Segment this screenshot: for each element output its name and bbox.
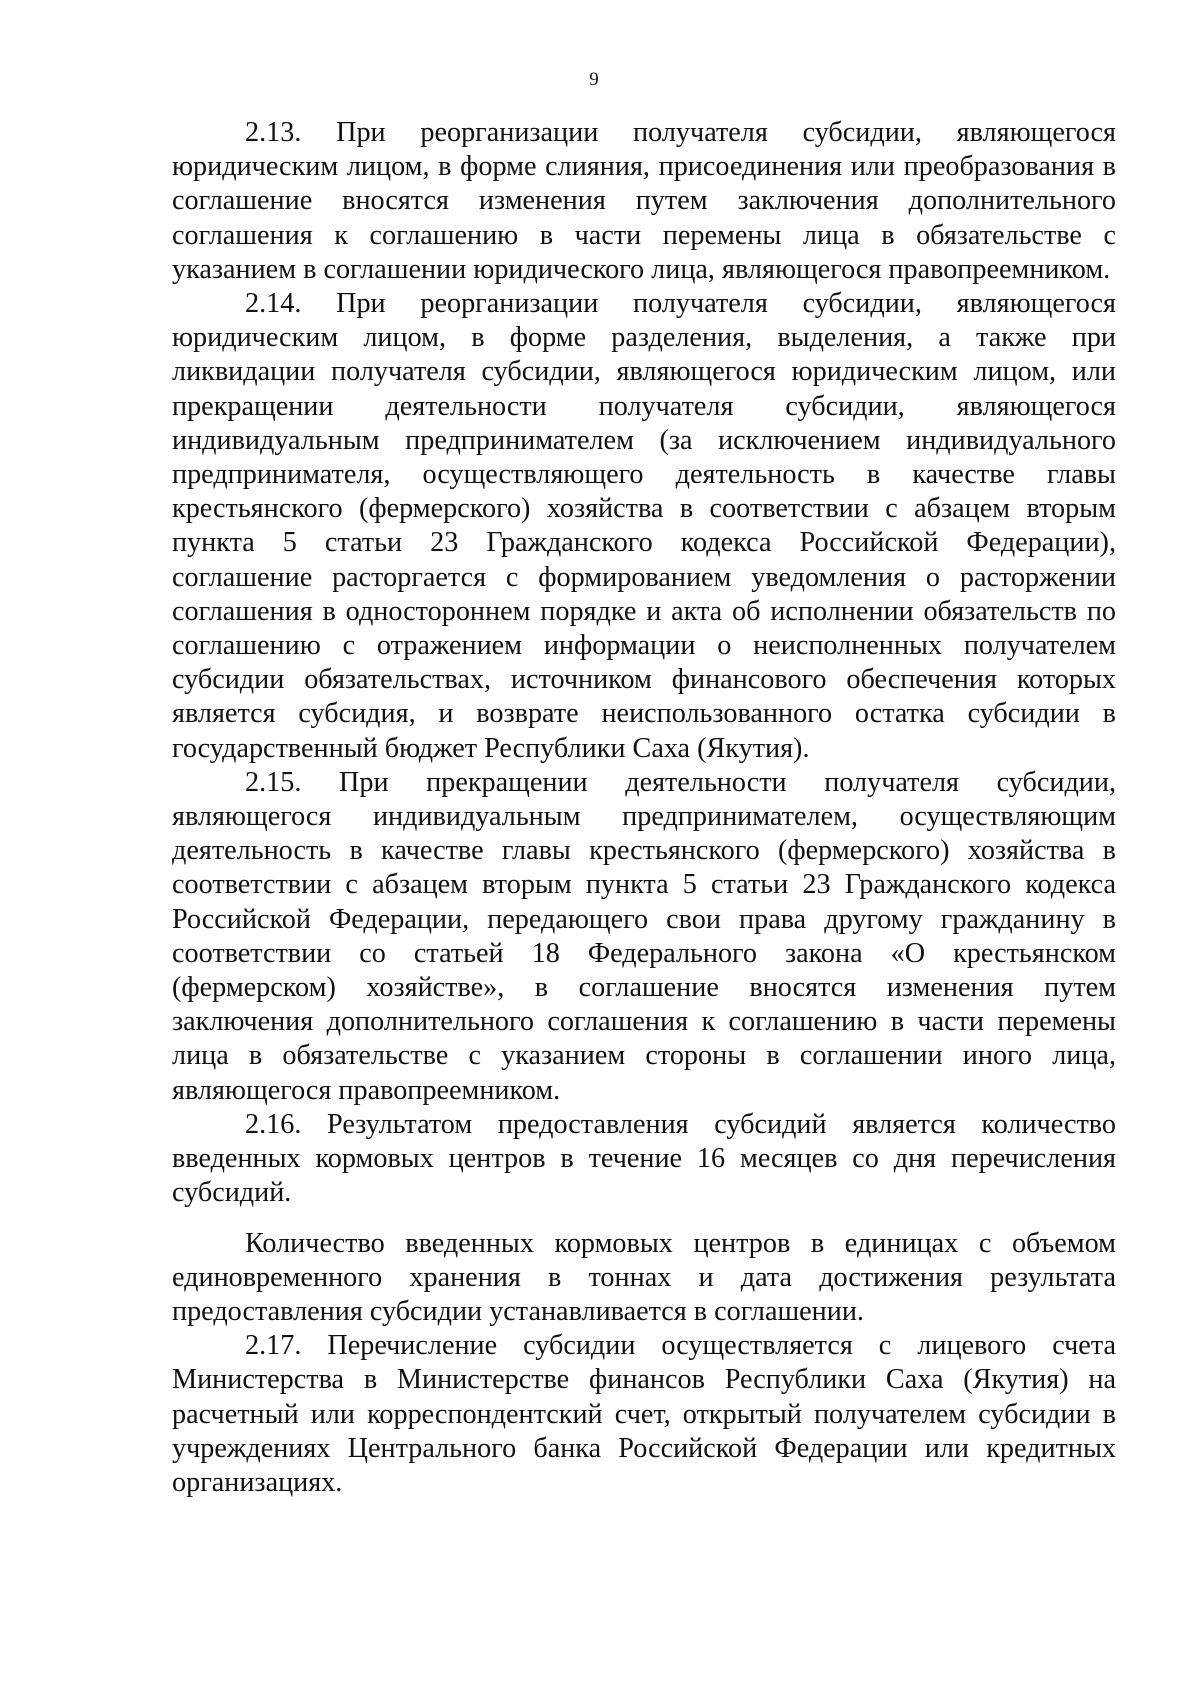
paragraph-2-15: 2.15. При прекращении деятельности получателя субсидии, являющегося индивидуальным предпринимателем, осуществляющим деятельность в качестве главы крестьянского (фермерского) хозяйства в соответствии с абзацем вторым пункта 5 статьи 23 Гражданского кодекса Российской Федерации, передающего свои права другому гражданину в соответствии со статьей 18 Федерального закона «О крестьянском (фермерском) хозяйстве», в соглашение вносятся изменения путем заключения дополнительного соглашения к соглашению в части перемены лица в обязательстве с указанием стороны в соглашении иного лица, являющегося правопреемником. [172,766,1116,1106]
document-body [172,116,1116,1500]
paragraph-2-13: 2.13. При реорганизации получателя субсидии, являющегося юридическим лицом, в форме слияния, присоединения или преобразования в соглашение вносятся изменения путем заключения дополнительного соглашения к соглашению в части перемены лица в обязательстве с указанием в соглашении юридического лица, являющегося правопреемником. [172,117,1116,285]
paragraph-2-16-continued: Количество введенных кормовых центров в единицах с объемом единовременного хранения в тоннах и дата достижения результата предоставления субсидии устанавливается в соглашении. [172,1227,1116,1327]
page-number: 9 [589,69,599,90]
paragraph-2-16: 2.16. Результатом предоставления субсидий является количество введенных кормовых центров в течение 16 месяцев со дня перечисления субсидий. [172,1108,1116,1209]
paragraph-2-17: 2.17. Перечисление субсидии осуществляется с лицевого счета Министерства в Министерстве финансов Республики Саха (Якутия) на расчетный или корреспондентский счет, открытый получателем субсидии в учреждениях Центрального банка Российской Федерации или кредитных организациях. [172,1330,1116,1498]
paragraph-2-14: 2.14. При реорганизации получателя субсидии, являющегося юридическим лицом, в форме разделения, выделения, а также при ликвидации получателя субсидии, являющегося юридическим лицом, или прекращении деятельности получателя субсидии, являющегося индивидуальным предпринимателем (за исключением индивидуального предпринимателя, осуществляющего деятельность в качестве главы крестьянского (фермерского) хозяйства в соответствии с абзацем вторым пункта 5 статьи 23 Гражданского кодекса Российской Федерации), соглашение расторгается с формированием уведомления о расторжении соглашения в одностороннем порядке и акта об исполнении обязательств по соглашению с отражением информации о неисполненных получателем субсидии обязательствах, источником финансового обеспечения которых является субсидия, и возврате неиспользованного остатка субсидии в государственный бюджет Республики Саха (Якутия). [172,288,1116,764]
